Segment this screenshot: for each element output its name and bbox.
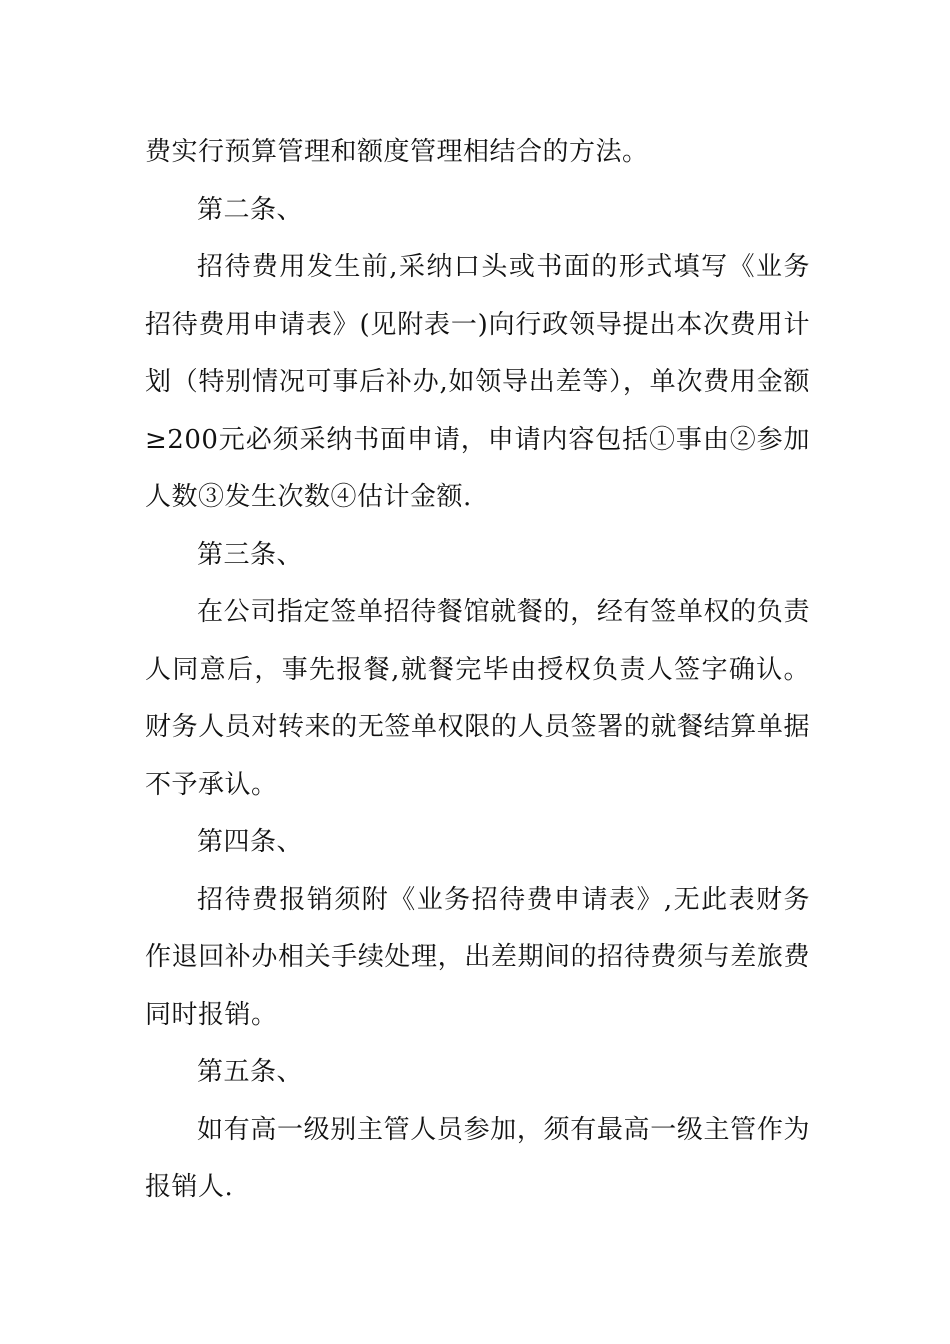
article-body-5: 如有高一级别主管人员参加，须有最高一级主管作为报销人.	[145, 1114, 810, 1202]
article-heading-3: 第三条、	[197, 539, 304, 570]
article-body-2: 招待费用发生前,采纳口头或书面的形式填写《业务招待费用申请表》(见附表一)向行政领导提出本次费用计划（特别情况可事后补办,如领导出差等），单次费用金额≥200元必须采纳书面申请，申请内容包括①事由②参加人数③发生次数④估计金额.	[145, 252, 810, 512]
document-body	[145, 124, 810, 1217]
article-heading-2: 第二条、	[197, 194, 304, 225]
article-body-3: 在公司指定签单招待餐馆就餐的，经有签单权的负责人同意后，事先报餐,就餐完毕由授权负责人签字确认。财务人员对转来的无签单权限的人员签署的就餐结算单据不予承认。	[145, 597, 810, 800]
article-heading-5: 第五条、	[197, 1057, 304, 1087]
article-heading-4: 第四条、	[197, 827, 304, 857]
paragraph-continuation: 费实行预算管理和额度管理相结合的方法。	[145, 137, 649, 167]
article-body-4: 招待费报销须附《业务招待费申请表》,无此表财务作退回补办相关手续处理，出差期间的招待费须与差旅费同时报销。	[145, 884, 810, 1030]
